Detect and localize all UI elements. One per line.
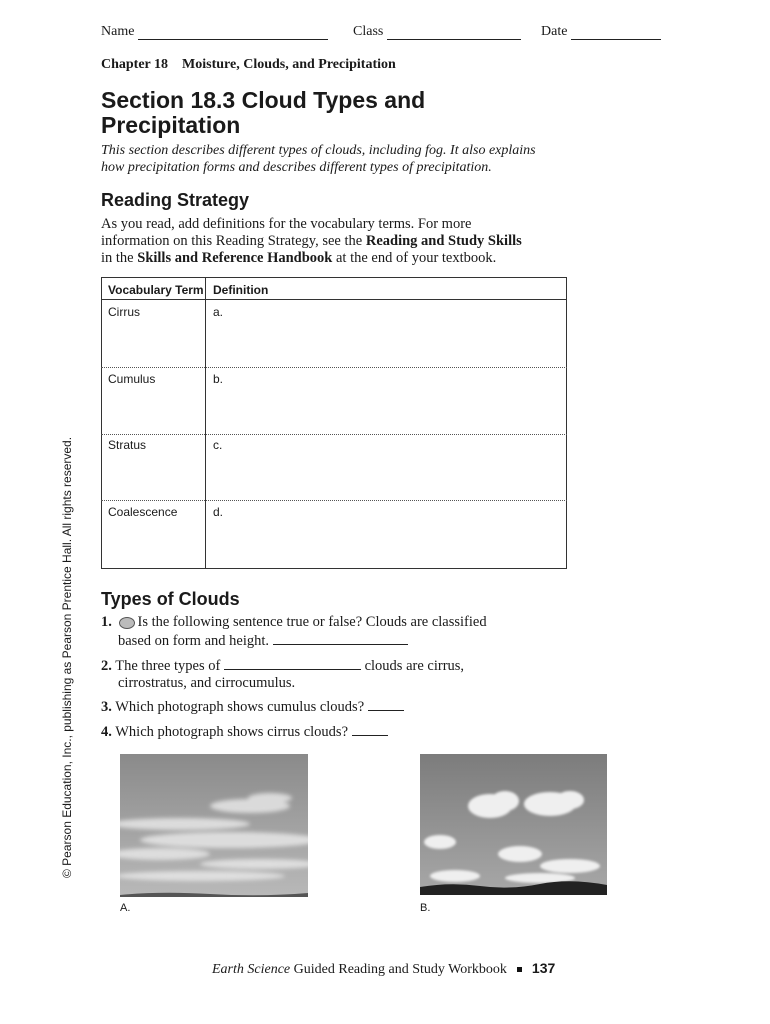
name-label: Name [101, 24, 135, 39]
chapter-number: Chapter 18 [101, 57, 169, 72]
q4-answer-blank[interactable] [352, 722, 388, 736]
question-3 [101, 697, 581, 716]
q1-answer-blank[interactable] [273, 631, 408, 645]
vocab-row-divider [101, 367, 567, 368]
intro-line1: This section describes different types of clouds, including fog. It also explains [101, 143, 536, 158]
question-2 [101, 656, 581, 692]
q2-number: 2. [101, 658, 112, 674]
question-4 [101, 722, 581, 741]
reading-strategy-heading: Reading Strategy [101, 190, 250, 210]
chapter-topic: Moisture, Clouds, and Precipitation [182, 57, 396, 72]
q4-text: Which photograph shows cirrus clouds? [115, 724, 349, 740]
vocab-table-column-divider [205, 277, 206, 569]
vocab-table-header-rule [101, 299, 567, 300]
date-label: Date [541, 24, 568, 39]
q3-answer-blank[interactable] [368, 697, 404, 711]
rs-line3-post: at the end of your textbook. [332, 250, 497, 266]
vocab-row-divider [101, 434, 567, 435]
q2-line1-pre: The three types of [115, 658, 221, 674]
vocab-table [101, 277, 567, 569]
class-field[interactable] [353, 24, 521, 40]
photo-a-cirrus-clouds [120, 754, 308, 897]
name-field[interactable] [101, 24, 328, 40]
page-number: 137 [531, 960, 556, 976]
date-blank[interactable] [571, 25, 661, 40]
vocab-def-b[interactable]: b. [213, 372, 224, 386]
rs-line3 [101, 250, 581, 267]
section-title-line1: Section 18.3 Cloud Types and [101, 87, 426, 113]
footer-book-italic: Earth Science [212, 962, 291, 977]
q4-number: 4. [101, 724, 112, 740]
photo-b-cumulus-clouds [420, 754, 607, 895]
vocab-term-stratus: Stratus [108, 438, 147, 452]
q2-line2: cirrostratus, and cirrocumulus. [118, 675, 296, 691]
rs-line3-pre: in the [101, 250, 138, 266]
vocab-header-definition: Definition [213, 283, 269, 297]
question-1 [101, 614, 581, 650]
vocab-def-a[interactable]: a. [213, 305, 224, 319]
q3-number: 3. [101, 699, 112, 715]
intro-line2: how precipitation forms and describes different types of precipitation. [101, 160, 492, 175]
footer-bullet-icon [517, 967, 522, 972]
photo-b-caption: B. [420, 902, 431, 914]
date-field[interactable] [541, 24, 661, 40]
key-concept-icon [119, 617, 135, 629]
vocab-term-cumulus: Cumulus [108, 372, 156, 386]
q1-line1: Is the following sentence true or false? Clouds are classified [137, 614, 487, 630]
name-blank[interactable] [138, 25, 328, 40]
reading-strategy-text [101, 216, 581, 267]
vocab-header-term: Vocabulary Term [108, 283, 204, 297]
vocab-def-d[interactable]: d. [213, 505, 224, 519]
types-of-clouds-heading: Types of Clouds [101, 589, 240, 609]
rs-line2-text: information on this Reading Strategy, see the [101, 233, 366, 249]
vocab-row-divider [101, 500, 567, 501]
section-title-line2: Precipitation [101, 112, 241, 138]
footer-book-rest: Guided Reading and Study Workbook [290, 962, 507, 977]
rs-line2 [101, 233, 581, 250]
rs-line1: As you read, add definitions for the vocabulary terms. For more [101, 216, 472, 232]
section-intro [101, 142, 571, 176]
rs-line3-bold: Skills and Reference Handbook [137, 250, 333, 266]
class-blank[interactable] [387, 25, 521, 40]
page-footer [212, 960, 555, 978]
chapter-heading [101, 57, 396, 73]
q1-number: 1. [101, 614, 112, 630]
q3-text: Which photograph shows cumulus clouds? [115, 699, 365, 715]
q2-answer-blank[interactable] [224, 656, 361, 670]
q2-line1-post: clouds are cirrus, [364, 658, 465, 674]
rs-line2-bold: Reading and Study Skills [365, 233, 522, 249]
vocab-term-coalescence: Coalescence [108, 505, 178, 519]
copyright-notice: © Pearson Education, Inc., publishing as Pearson Prentice Hall. All rights reserved. [60, 436, 74, 878]
photo-a-caption: A. [120, 902, 131, 914]
section-title [101, 88, 621, 138]
vocab-term-cirrus: Cirrus [108, 305, 140, 319]
vocab-def-c[interactable]: c. [213, 438, 223, 452]
q1-line2: based on form and height. [118, 633, 270, 649]
class-label: Class [353, 24, 384, 39]
